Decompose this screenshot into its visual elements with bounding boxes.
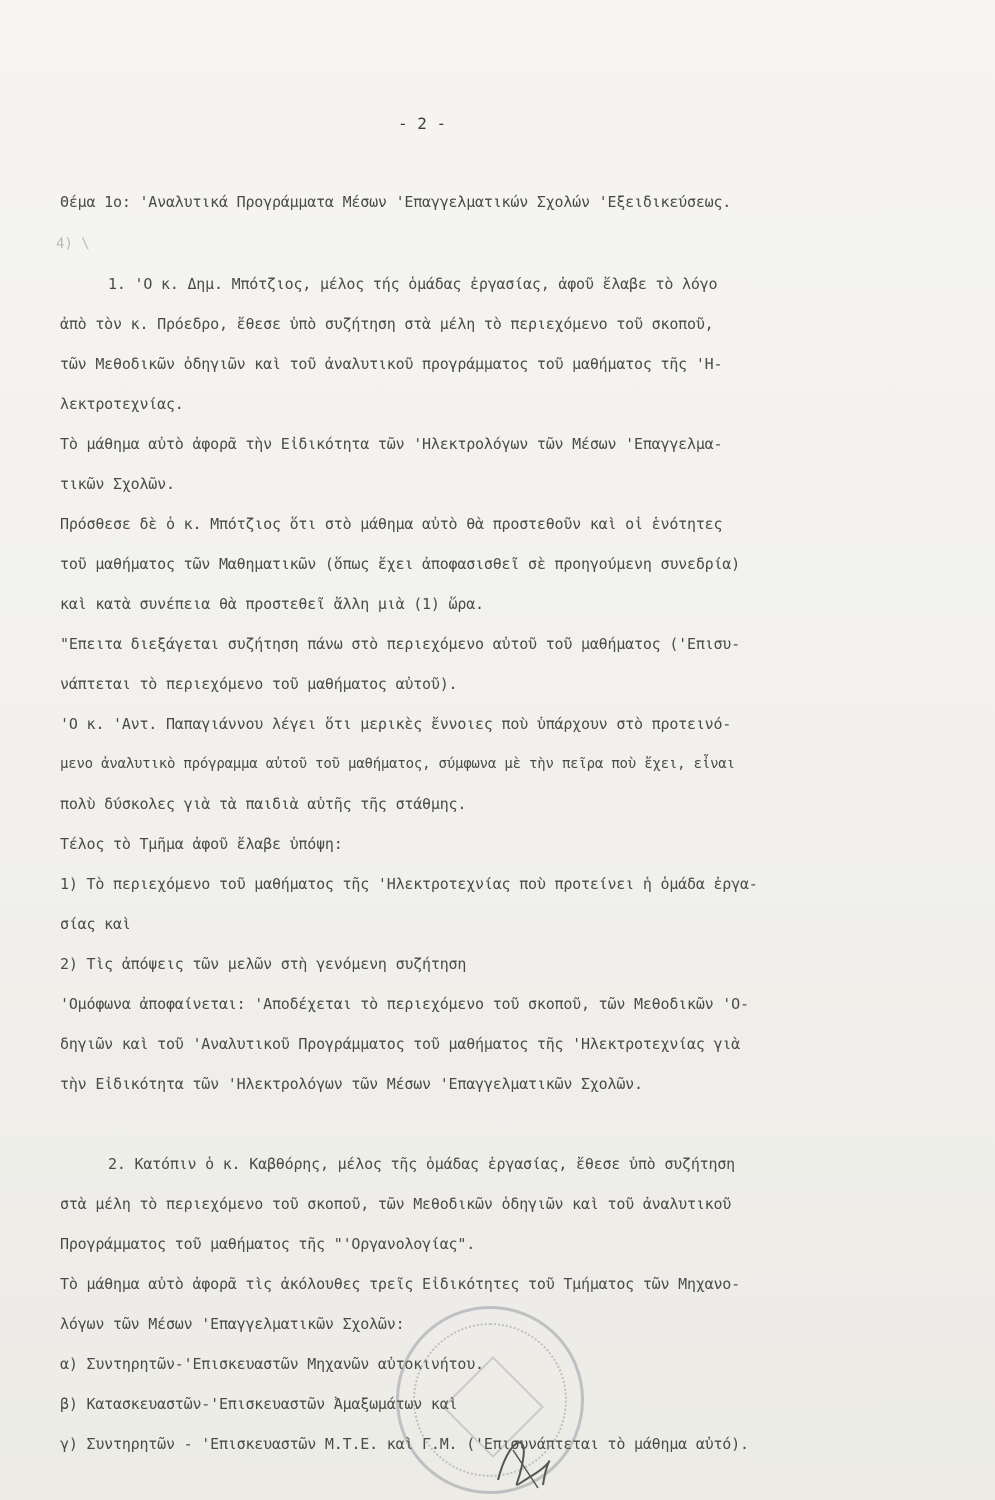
text-line: πολὺ δύσκολες γιὰ τὰ παιδιὰ αὐτῆς τῆς στάθμης. xyxy=(60,795,467,813)
list-item: γ) Συντηρητῶν - 'Επισκευαστῶν Μ.Τ.Ε. καὶ Γ.Μ. ('Επισυνάπτεται τὸ μάθημα αὐτό). xyxy=(60,1435,749,1453)
text-line: 'Ο κ. 'Αντ. Παπαγιάννου λέγει ὅτι μερικὲς ἔννοιες ποὺ ὑπάρχουν στὸ προτεινό- xyxy=(60,715,732,733)
text-line: 1) Τὸ περιεχόμενο τοῦ μαθήματος τῆς 'Ηλεκτροτεχνίας ποὺ προτείνει ἡ ὁμάδα ἐργα- xyxy=(60,875,758,893)
signature xyxy=(488,1420,558,1495)
text-line: λεκτροτεχνίας. xyxy=(60,395,184,413)
text-line: 'Ομόφωνα ἀποφαίνεται: 'Αποδέχεται τὸ περιεχόμενο τοῦ σκοποῦ, τῶν Μεθοδικῶν 'Ο- xyxy=(60,995,749,1013)
text-line: Τέλος τὸ Τμῆμα ἀφοῦ ἔλαβε ὑπόψη: xyxy=(60,835,343,853)
text-line: τοῦ μαθήματος τῶν Μαθηματικῶν (ὅπως ἔχει ἀποφασισθεῖ σὲ προηγούμενη συνεδρία) xyxy=(60,555,740,573)
subject-heading: Θέμα 1ο: 'Αναλυτικά Προγράμματα Μέσων 'Επαγγελματικών Σχολών 'Εξειδικεύσεως. xyxy=(60,193,732,211)
text-line: τικῶν Σχολῶν. xyxy=(60,475,175,493)
page-number: - 2 - xyxy=(398,114,447,133)
text-line: μενο ἀναλυτικὸ πρόγραμμα αὐτοῦ τοῦ μαθήματος, σύμφωνα μὲ τὴν πεῖρα ποὺ ἔχει, εἶναι xyxy=(60,756,735,772)
text-line: Προγράμματος τοῦ μαθήματος τῆς "'Οργανολογίας". xyxy=(60,1235,476,1253)
text-line: ἀπὸ τὸν κ. Πρόεδρο, ἔθεσε ὑπὸ συζήτηση στὰ μέλη τὸ περιεχόμενο τοῦ σκοποῦ, xyxy=(60,315,714,333)
list-item: α) Συντηρητῶν-'Επισκευαστῶν Μηχανῶν αὐτοκινήτου. xyxy=(60,1355,484,1373)
text-line: σίας καὶ xyxy=(60,915,131,933)
text-line: λόγων τῶν Μέσων 'Επαγγελματικῶν Σχολῶν: xyxy=(60,1315,405,1333)
text-line: Τὸ μάθημα αὐτὸ ἀφορᾶ τὴν Εἰδικότητα τῶν 'Ηλεκτρολόγων τῶν Μέσων 'Επαγγελμα- xyxy=(60,435,723,453)
text-line: δηγιῶν καὶ τοῦ 'Αναλυτικοῦ Προγράμματος τοῦ μαθήματος τῆς 'Ηλεκτροτεχνίας γιὰ xyxy=(60,1035,740,1053)
text-line: Πρόσθεσε δὲ ὁ κ. Μπότζιος ὅτι στὸ μάθημα αὐτὸ θὰ προστεθοῦν καὶ οἱ ἑνότητες xyxy=(60,515,723,533)
text-line: "Επειτα διεξάγεται συζήτηση πάνω στὸ περιεχόμενο αὐτοῦ τοῦ μαθήματος ('Επισυ- xyxy=(60,635,740,653)
list-item: β) Κατασκευαστῶν-'Επισκευαστῶν Ἀμαξωμάτων καὶ xyxy=(60,1395,458,1413)
text-line: νάπτεται τὸ περιεχόμενο τοῦ μαθήματος αὐτοῦ). xyxy=(60,675,458,693)
text-line: τῶν Μεθοδικῶν ὁδηγιῶν καὶ τοῦ ἀναλυτικοῦ προγράμματος τοῦ μαθήματος τῆς 'Η- xyxy=(60,355,723,373)
text-line: τὴν Εἰδικότητα τῶν 'Ηλεκτρολόγων τῶν Μέσων 'Επαγγελματικῶν Σχολῶν. xyxy=(60,1075,643,1093)
text-line: 1. 'Ο κ. Δημ. Μπότζιος, μέλος τής ὁμάδας ἐργασίας, ἀφοῦ ἔλαβε τὸ λόγο xyxy=(108,275,718,293)
text-line: 2) Τὶς ἀπόψεις τῶν μελῶν στὴ γενόμενη συζήτηση xyxy=(60,955,467,973)
text-line: 2. Κατόπιν ὁ κ. Καβθόρης, μέλος τῆς ὁμάδας ἐργασίας, ἔθεσε ὑπὸ συζήτηση xyxy=(108,1155,735,1173)
text-line: Τὸ μάθημα αὐτὸ ἀφορᾶ τὶς ἀκόλουθες τρεῖς Εἰδικότητες τοῦ Τμήματος τῶν Μηχανο- xyxy=(60,1275,740,1293)
text-line: στὰ μέλη τὸ περιεχόμενο τοῦ σκοποῦ, τῶν Μεθοδικῶν ὁδηγιῶν καὶ τοῦ ἀναλυτικοῦ xyxy=(60,1195,732,1213)
text-line: καὶ κατὰ συνέπεια θὰ προστεθεῖ ἄλλη μιὰ (1) ὥρα. xyxy=(60,595,484,613)
margin-mark: 4) \ xyxy=(56,236,90,252)
